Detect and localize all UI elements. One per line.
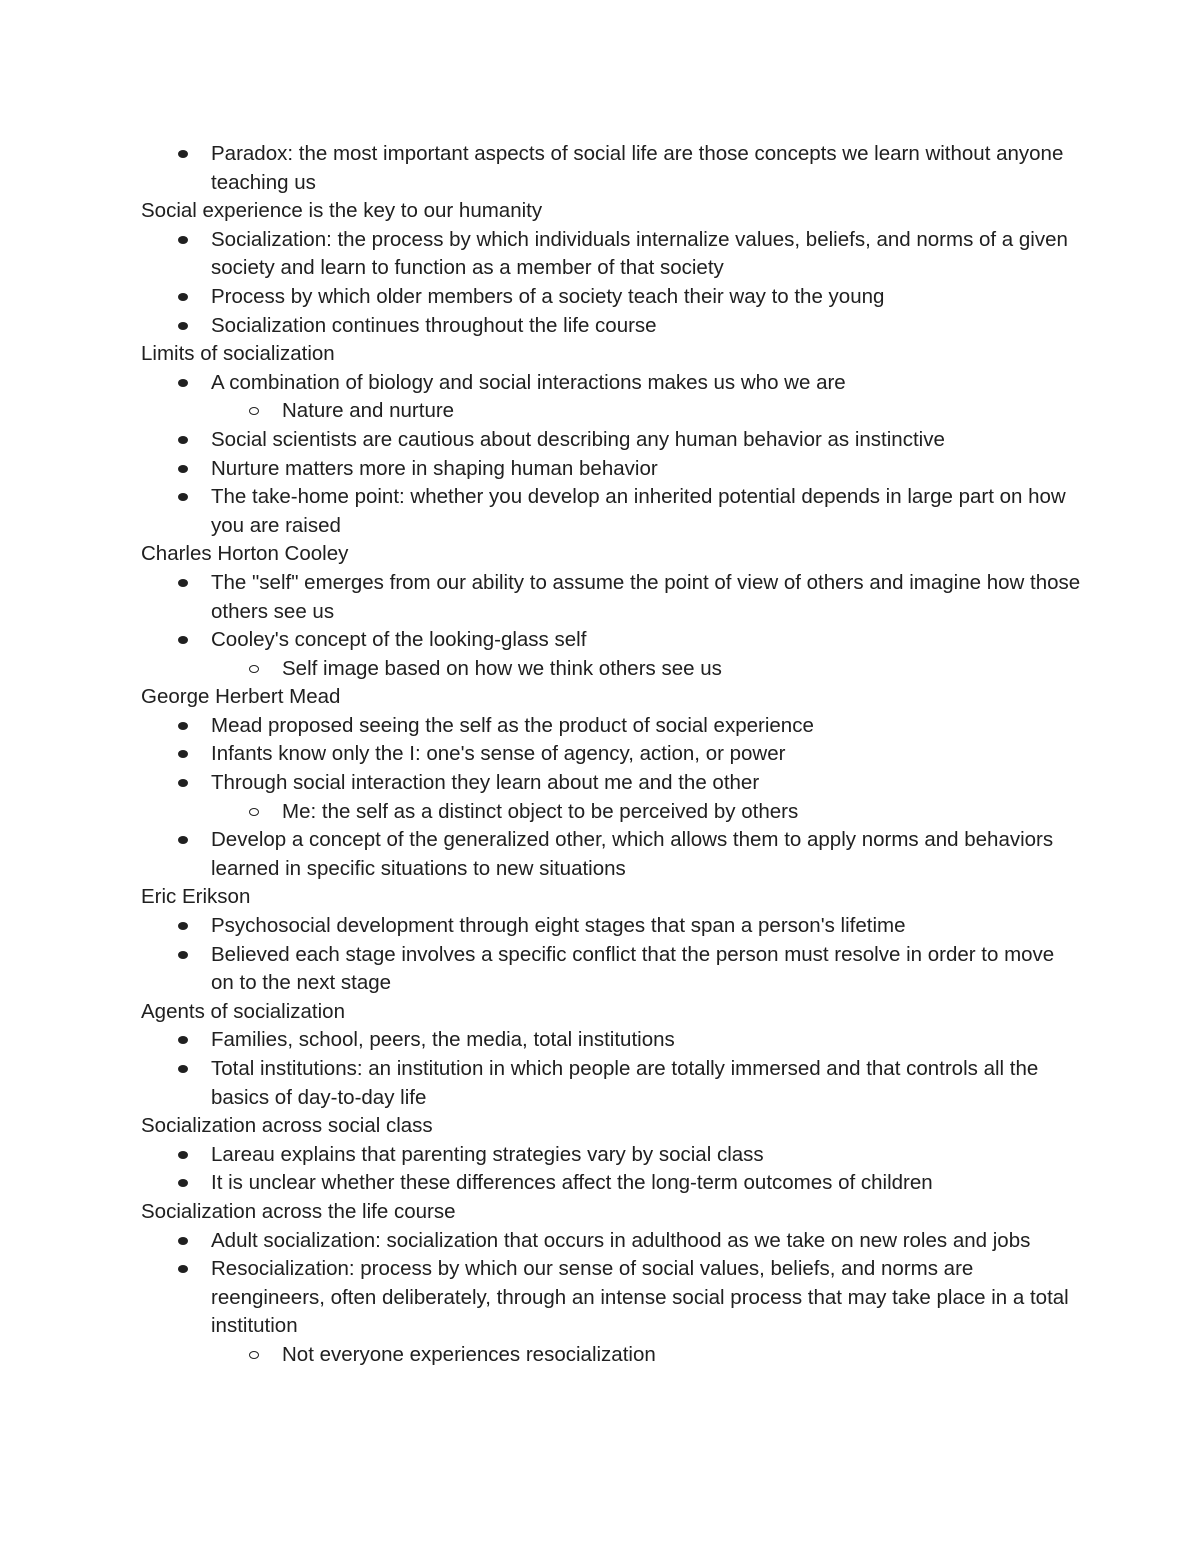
section-heading: Socialization across the life course <box>141 1199 456 1223</box>
bullet-item <box>141 1026 1081 1055</box>
bullet-circle-icon <box>249 1351 259 1359</box>
sub-list-container <box>141 798 1081 827</box>
bullet-text: Develop a concept of the generalized other, which allows them to apply norms and behaviors learned in specific situations to new situations <box>211 828 1054 880</box>
sub-bullet-item <box>141 397 1081 426</box>
outline-section <box>141 683 1081 883</box>
outline-section <box>141 197 1081 340</box>
bullet-list <box>141 712 1081 884</box>
bullet-item <box>141 941 1081 998</box>
bullet-text: Psychosocial development through eight stages that span a person's lifetime <box>211 914 906 938</box>
document-page <box>141 140 1081 1370</box>
bullet-text: It is unclear whether these differences affect the long-term outcomes of children <box>211 1171 933 1195</box>
sub-bullet-list <box>141 1341 1081 1370</box>
bullet-text: Lareau explains that parenting strategies vary by social class <box>211 1142 764 1166</box>
sub-list-container <box>141 1341 1081 1370</box>
bullet-text: Socialization: the process by which individuals internalize values, beliefs, and norms of a given society and learn to function as a member of that society <box>211 227 1068 280</box>
bullet-list <box>141 912 1081 998</box>
bullet-item <box>141 912 1081 941</box>
bullet-item <box>141 426 1081 455</box>
bullet-disc-icon <box>178 722 188 730</box>
bullet-list <box>141 140 1081 197</box>
bullet-disc-icon <box>178 1179 188 1187</box>
bullet-disc-icon <box>178 1065 188 1073</box>
section-heading: Social experience is the key to our humanity <box>141 199 543 223</box>
bullet-list <box>141 226 1081 340</box>
section-heading: Socialization across social class <box>141 1114 433 1138</box>
sub-bullet-item <box>141 798 1081 827</box>
sub-bullet-list <box>141 798 1081 827</box>
bullet-item <box>141 140 1081 197</box>
outline-section <box>141 1112 1081 1198</box>
bullet-disc-icon <box>178 1036 188 1044</box>
bullet-disc-icon <box>178 293 188 301</box>
bullet-item <box>141 569 1081 626</box>
bullet-item <box>141 455 1081 484</box>
bullet-disc-icon <box>178 836 188 844</box>
outline-section <box>141 1198 1081 1370</box>
bullet-text: The "self" emerges from our ability to assume the point of view of others and imagine how those others see us <box>211 570 1081 623</box>
bullet-item <box>141 740 1081 769</box>
bullet-text: Paradox: the most important aspects of social life are those concepts we learn without anyone teaching us <box>211 142 1064 194</box>
bullet-disc-icon <box>178 779 188 787</box>
outline-section <box>141 540 1081 683</box>
section-heading: Charles Horton Cooley <box>141 542 349 566</box>
bullet-disc-icon <box>178 150 188 158</box>
sub-bullet-text: Nature and nurture <box>282 399 455 423</box>
bullet-disc-icon <box>178 379 188 387</box>
bullet-text: Process by which older members of a society teach their way to the young <box>211 284 885 308</box>
bullet-text: Families, school, peers, the media, total institutions <box>211 1028 675 1052</box>
bullet-text: A combination of biology and social interactions makes us who we are <box>211 370 846 394</box>
outline-section <box>141 340 1081 540</box>
sub-list-container <box>141 655 1081 684</box>
bullet-disc-icon <box>178 1237 188 1245</box>
bullet-text: Total institutions: an institution in which people are totally immersed and that controls all the basics of day-to-day life <box>211 1057 1039 1109</box>
bullet-disc-icon <box>178 1265 188 1273</box>
sub-bullet-text: Not everyone experiences resocialization <box>282 1342 656 1366</box>
bullet-list <box>141 1026 1081 1112</box>
bullet-item <box>141 712 1081 741</box>
bullet-list <box>141 1141 1081 1198</box>
bullet-text: Resocialization: process by which our sense of social values, beliefs, and norms are reengineers, often deliberately, through an intense social process that may take place in a total institution <box>211 1257 1069 1338</box>
section-heading: Agents of socialization <box>141 999 345 1023</box>
bullet-text: Infants know only the I: one's sense of agency, action, or power <box>211 742 786 766</box>
bullet-item <box>141 1255 1081 1341</box>
bullet-circle-icon <box>249 407 259 415</box>
bullet-list <box>141 369 1081 541</box>
bullet-disc-icon <box>178 1151 188 1159</box>
bullet-disc-icon <box>178 922 188 930</box>
bullet-text: Through social interaction they learn about me and the other <box>211 771 760 795</box>
sub-bullet-list <box>141 397 1081 426</box>
bullet-item <box>141 283 1081 312</box>
bullet-circle-icon <box>249 665 259 673</box>
sub-bullet-list <box>141 655 1081 684</box>
bullet-text: Cooley's concept of the looking-glass self <box>211 628 587 652</box>
sub-bullet-item <box>141 655 1081 684</box>
bullet-circle-icon <box>249 808 259 816</box>
bullet-item <box>141 1227 1081 1256</box>
bullet-text: Nurture matters more in shaping human behavior <box>211 456 658 480</box>
bullet-disc-icon <box>178 636 188 644</box>
bullet-item <box>141 626 1081 655</box>
section-heading: Eric Erikson <box>141 885 251 909</box>
bullet-disc-icon <box>178 465 188 473</box>
bullet-text: Adult socialization: socialization that occurs in adulthood as we take on new roles and jobs <box>211 1228 1031 1252</box>
section-heading: George Herbert Mead <box>141 685 341 709</box>
bullet-item <box>141 1169 1081 1198</box>
bullet-disc-icon <box>178 493 188 501</box>
bullet-list <box>141 1227 1081 1370</box>
bullet-list <box>141 569 1081 683</box>
bullet-text: Believed each stage involves a specific conflict that the person must resolve in order to move on to the next stage <box>211 942 1055 995</box>
bullet-item <box>141 312 1081 341</box>
sub-bullet-item <box>141 1341 1081 1370</box>
bullet-item <box>141 1141 1081 1170</box>
bullet-item <box>141 769 1081 798</box>
bullet-text: Mead proposed seeing the self as the product of social experience <box>211 713 814 737</box>
bullet-disc-icon <box>178 236 188 244</box>
bullet-disc-icon <box>178 750 188 758</box>
bullet-item <box>141 1055 1081 1112</box>
bullet-item <box>141 369 1081 398</box>
section-heading: Limits of socialization <box>141 342 335 366</box>
sub-list-container <box>141 397 1081 426</box>
sub-bullet-text: Me: the self as a distinct object to be perceived by others <box>282 799 799 823</box>
bullet-item <box>141 826 1081 883</box>
bullet-text: Socialization continues throughout the life course <box>211 313 657 337</box>
bullet-disc-icon <box>178 436 188 444</box>
sub-bullet-text: Self image based on how we think others see us <box>282 656 722 680</box>
bullet-item <box>141 483 1081 540</box>
outline-section <box>141 883 1081 997</box>
outline-section <box>141 140 1081 197</box>
bullet-text: The take-home point: whether you develop an inherited potential depends in large part on how you are raised <box>211 485 1066 537</box>
bullet-disc-icon <box>178 951 188 959</box>
outline-section <box>141 998 1081 1112</box>
bullet-disc-icon <box>178 322 188 330</box>
bullet-text: Social scientists are cautious about describing any human behavior as instinctive <box>211 427 945 451</box>
bullet-disc-icon <box>178 579 188 587</box>
bullet-item <box>141 226 1081 283</box>
